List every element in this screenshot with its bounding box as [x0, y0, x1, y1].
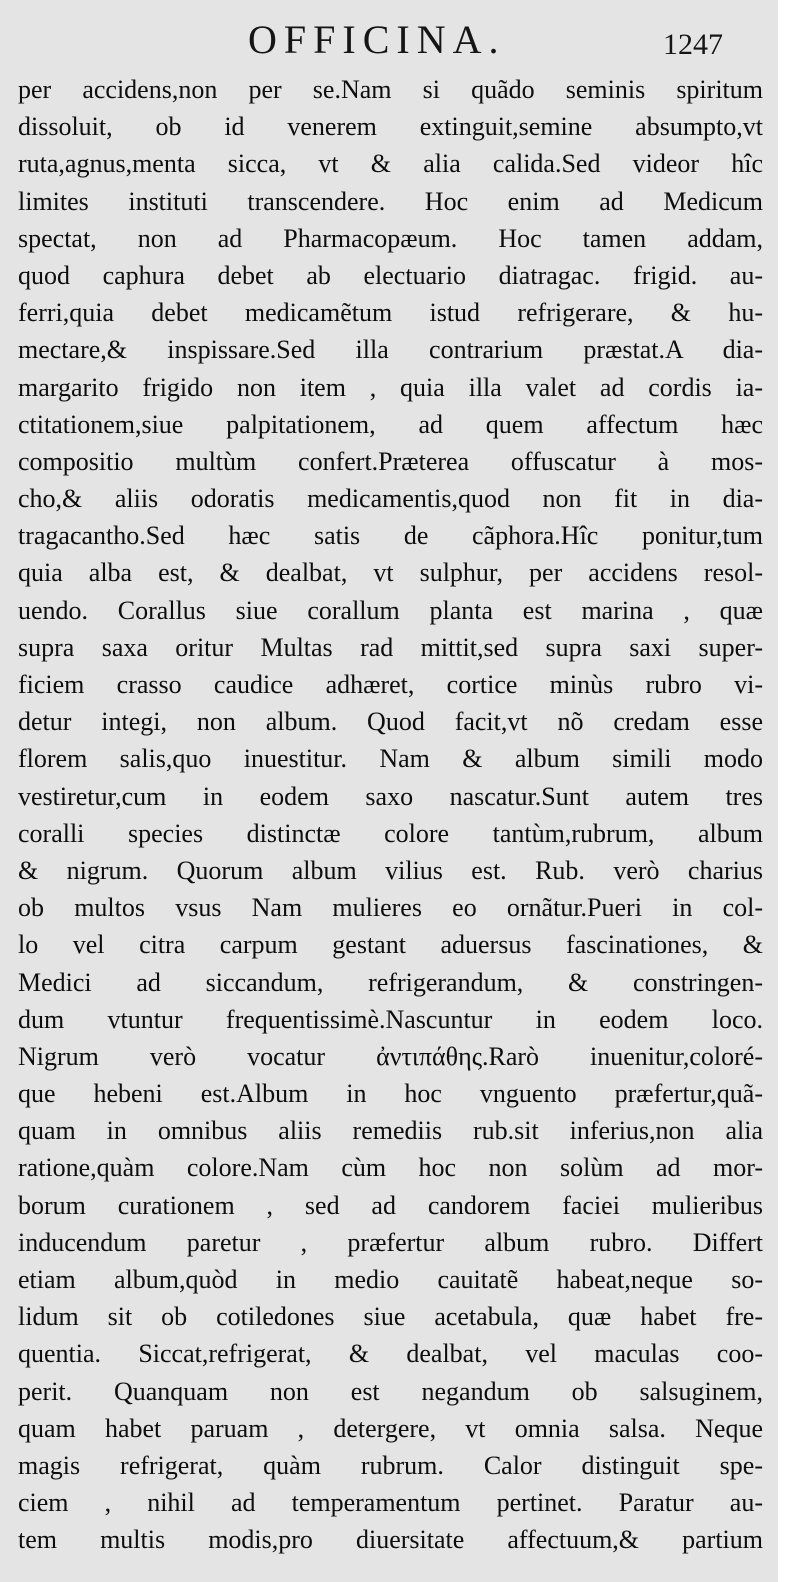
text-line: quentia. Siccat,refrigerat, & dealbat, vel maculas coo- — [18, 1339, 763, 1369]
text-line: tragacantho.Sed hæc satis de cãphora.Hîc ponitur,tum — [18, 521, 763, 551]
text-line: & nigrum. Quorum album vilius est. Rub. verò charius — [18, 855, 763, 885]
text-line: lidum sit ob cotiledones siue acetabula, quæ habet fre- — [18, 1302, 763, 1332]
text-line: coralli species distinctæ colore tantùm,rubrum, album — [18, 818, 763, 848]
page-number: 1247 — [663, 28, 723, 61]
text-line: dissoluit, ob id venerem extinguit,semine absumpto,vt — [18, 112, 763, 142]
text-line: tem multis modis,pro diuersitate affectuum,& partium — [18, 1525, 763, 1555]
text-line: mectare,& inspissare.Sed illa contrarium præstat.A dia- — [18, 335, 763, 365]
text-line: spectat, non ad Pharmacopæum. Hoc tamen addam, — [18, 223, 763, 253]
text-line: ratione,quàm colore.Nam cùm hoc non solùm ad mor- — [18, 1153, 763, 1183]
text-line: Nigrum verò vocatur ἀντιπάθης.Rarò inuenitur,coloré- — [18, 1041, 763, 1071]
text-line: compositio multùm confert.Præterea offuscatur à mos- — [18, 446, 763, 476]
text-line: quam habet paruam , detergere, vt omnia salsa. Neque — [18, 1413, 763, 1443]
text-line: quam in omnibus aliis remediis rub.sit inferius,non alia — [18, 1116, 763, 1146]
running-head: OFFICINA. — [248, 17, 506, 62]
page-header — [0, 14, 780, 66]
text-line: limites instituti transcendere. Hoc enim ad Medicum — [18, 186, 763, 216]
text-line: dum vtuntur frequentissimè.Nascuntur in eodem loco. — [18, 1004, 763, 1034]
text-line: supra saxa oritur Multas rad mittit,sed supra saxi super- — [18, 632, 763, 662]
page-edge — [778, 0, 800, 1582]
text-line: per accidens,non per se.Nam si quãdo seminis spiritum — [18, 75, 763, 104]
text-line: cho,& aliis odoratis medicamentis,quod non fit in dia- — [18, 484, 763, 514]
text-line: borum curationem , sed ad candorem faciei mulieribus — [18, 1190, 763, 1220]
text-line: margarito frigido non item , quia illa valet ad cordis ia- — [18, 372, 763, 402]
body-text — [18, 71, 763, 1559]
text-line: quod caphura debet ab electuario diatragac. frigid. au- — [18, 260, 763, 290]
text-line: Medici ad siccandum, refrigerandum, & constringen- — [18, 967, 763, 997]
text-line: que hebeni est.Album in hoc vnguento præfertur,quã- — [18, 1079, 763, 1109]
text-line: ob multos vsus Nam mulieres eo ornãtur.Pueri in col- — [18, 893, 763, 923]
text-line: florem salis,quo inuestitur. Nam & album simili modo — [18, 744, 763, 774]
text-line: ciem , nihil ad temperamentum pertinet. Paratur au- — [18, 1488, 763, 1518]
text-line: ficiem crasso caudice adhæret, cortice minùs rubro vi- — [18, 670, 763, 699]
text-line: quia alba est, & dealbat, vt sulphur, per accidens resol- — [18, 558, 763, 588]
text-line: perit. Quanquam non est negandum ob salsuginem, — [18, 1376, 763, 1406]
text-line: lo vel citra carpum gestant aduersus fascinationes, & — [18, 930, 763, 960]
text-line: ctitationem,siue palpitationem, ad quem affectum hæc — [18, 409, 763, 439]
text-line: vestiretur,cum in eodem saxo nascatur.Sunt autem tres — [18, 781, 763, 811]
text-line: ruta,agnus,menta sicca, vt & alia calida.Sed videor hîc — [18, 149, 763, 179]
text-line: etiam album,quòd in medio cauitatẽ habeat,neque so- — [18, 1265, 763, 1294]
text-line: inducendum paretur , præfertur album rubro. Differt — [18, 1227, 763, 1257]
text-line: uendo. Corallus siue corallum planta est marina , quæ — [18, 595, 763, 625]
text-line: ferri,quia debet medicamẽtum istud refrigerare, & hu- — [18, 298, 763, 328]
text-line: detur integi, non album. Quod facit,vt nõ credam esse — [18, 707, 763, 737]
text-line: magis refrigerat, quàm rubrum. Calor distinguit spe- — [18, 1450, 763, 1480]
